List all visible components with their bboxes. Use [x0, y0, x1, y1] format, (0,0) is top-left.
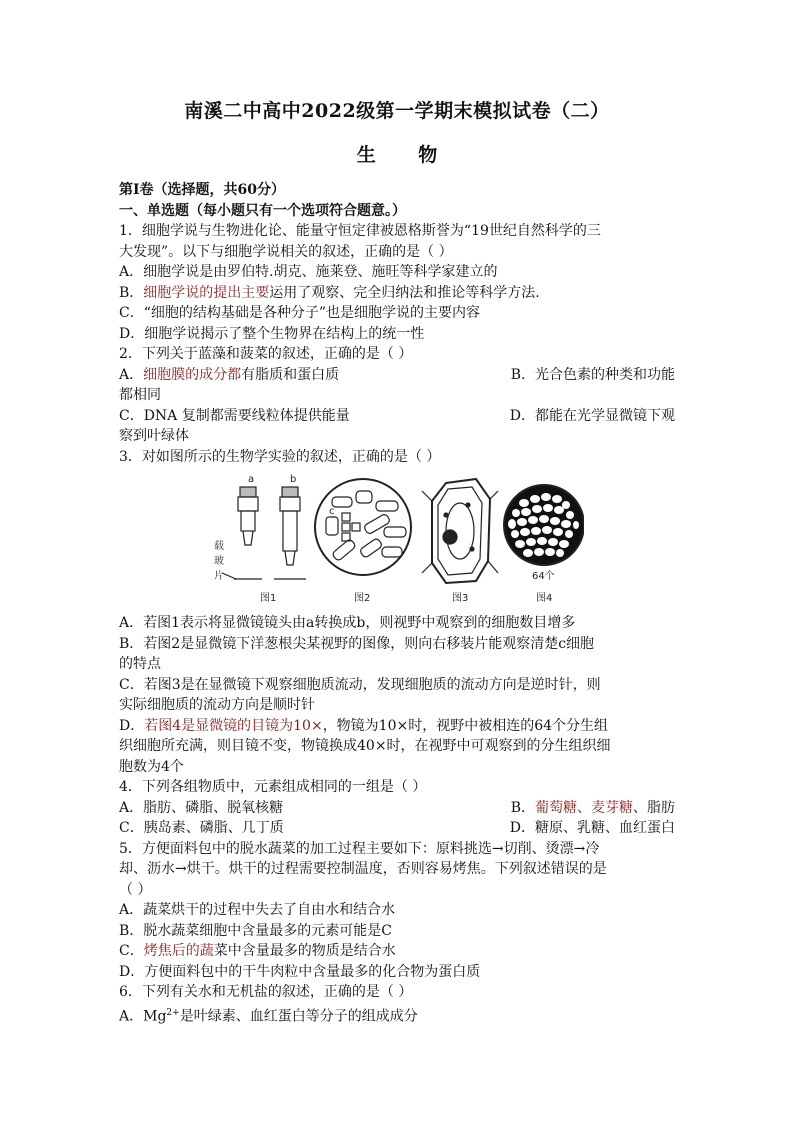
q5-option-c-highlight: 烤焦后的蔬 — [143, 943, 214, 959]
q2-option-a-rest: 有脂质和蛋白质 — [241, 366, 340, 383]
q1-option-b-highlight: 细胞学说的提出主要 — [143, 284, 270, 301]
q5-option-b: B．脱水蔬菜细胞中含量最多的元素可能是C — [119, 922, 392, 939]
q5-stem-line1: 5．方便面料包中的脱水蔬菜的加工过程主要如下：原料挑选→切削、烫漂→冷 — [119, 840, 600, 857]
q3-figure — [119, 469, 675, 609]
q4-row-cd — [119, 818, 675, 839]
q5-option-c-rest: 菜中含量最多的物质是结合水 — [213, 943, 396, 959]
q3-stem: 3．对如图所示的生物学实验的叙述，正确的是（ ） — [119, 448, 441, 465]
part-heading: 第Ⅰ卷（选择题，共60分） — [119, 182, 286, 198]
label-b: b — [290, 474, 297, 485]
microscope-figure — [214, 469, 584, 609]
caption-fig1: 图1 — [260, 593, 277, 604]
q2-option-b-line2: 都相同 — [119, 387, 161, 403]
exam-subject: 生 物 — [356, 144, 456, 166]
q4-row-ab — [119, 798, 675, 819]
q5-option-d: D．方便面料包中的干牛肉粒中含量最多的化合物为蛋白质 — [119, 963, 481, 980]
slide-label-1: 载 — [214, 541, 224, 552]
q1-option-b-prefix: B． — [119, 284, 144, 301]
q2-option-b-line1: B．光合色素的种类和功能 — [510, 366, 675, 383]
q6-option-a-rest: 是叶绿素、血红蛋白等分子的组成成分 — [179, 1008, 418, 1025]
q6-option-a-superscript: 2+ — [166, 1007, 180, 1018]
q1-option-d: D．细胞学说揭示了整个生物界在结构上的统一性 — [119, 325, 425, 342]
figure2-root-tip — [315, 479, 411, 575]
q4-option-b-highlight: 葡萄糖、麦芽糖 — [535, 799, 633, 816]
q3-option-d-rest: ，物镜为10×时，视野中被相连的64个分生组 — [322, 717, 609, 734]
q2-option-a-highlight: 细胞膜的成分都 — [143, 366, 242, 383]
caption-fig3: 图3 — [452, 593, 469, 604]
q2-row-ab — [119, 365, 675, 386]
q2-stem: 2．下列关于蓝藻和菠菜的叙述，正确的是（ ） — [119, 346, 413, 362]
q6-stem: 6．下列有关水和无机盐的叙述，正确的是（ ） — [119, 984, 413, 1000]
q5-stem-line3: （ ） — [119, 881, 152, 898]
q2-option-d-line1: D．都能在光学显微镜下观 — [509, 407, 675, 424]
caption-fig4: 图4 — [536, 593, 553, 604]
q2-option-a — [119, 365, 339, 386]
figure1-lenses — [214, 474, 306, 582]
q3-option-d-line3: 胞数为4个 — [119, 758, 184, 775]
count-label: 64个 — [532, 571, 555, 582]
q2-option-c: C．DNA 复制都需要线粒体提供能量 — [119, 407, 350, 424]
exam-content — [119, 180, 675, 1027]
q3-option-b-line2: 的特点 — [119, 656, 161, 672]
q4-option-b-prefix: B． — [510, 799, 535, 816]
slide-label-3: 片 — [214, 571, 224, 582]
q1-stem-line2: 大发现”。以下与细胞学说相关的叙述，正确的是（ ） — [119, 243, 453, 260]
q6-option-a — [119, 1003, 675, 1027]
q1-option-a: A．细胞学说是由罗伯特.胡克、施莱登、施旺等科学家建立的 — [119, 264, 498, 280]
figure3-plant-cell — [422, 479, 498, 583]
caption-fig2: 图2 — [354, 593, 371, 604]
slide-label-2: 玻 — [214, 556, 224, 567]
q5-stem-line2: 却、沥水→烘干。烘干的过程需要控制温度，否则容易烤焦。下列叙述错误的是 — [119, 861, 607, 877]
q5-option-a: A．蔬菜烘干的过程中失去了自由水和结合水 — [119, 902, 396, 918]
q2-option-d-line2: 察到叶绿体 — [119, 428, 189, 444]
q1-stem-line1: 1．细胞学说与生物进化论、能量守恒定律被恩格斯誉为“19世纪自然科学的三 — [119, 223, 601, 239]
q4-option-d: D．糖原、乳糖、血红蛋白 — [509, 820, 675, 836]
q3-option-d-highlight: 若图4是显微镜的目镜为10× — [144, 717, 323, 734]
q4-option-b — [511, 798, 675, 819]
q3-option-c-line2: 实际细胞质的流动方向是顺时针 — [119, 697, 315, 713]
q4-stem: 4．下列各组物质中，元素组成相同的一组是（ ） — [119, 779, 427, 795]
label-a: a — [248, 474, 255, 485]
q1-option-b-rest: 运用了观察、完全归纳法和推论等科学方法. — [269, 284, 540, 301]
q3-option-d-prefix: D． — [119, 717, 145, 734]
q5-option-c — [119, 941, 675, 962]
q3-option-c-line1: C．若图3是在显微镜下观察细胞质流动，发现细胞质的流动方向是逆时针，则 — [119, 676, 601, 693]
exam-title: 南溪二中高中2022级第一学期末模拟试卷（二） — [184, 100, 610, 122]
q4-option-b-rest: 、脂肪 — [633, 799, 675, 816]
q1-option-c: C．“细胞的结构基础是各种分子”也是细胞学说的主要内容 — [119, 305, 481, 321]
q2-row-cd — [119, 406, 675, 427]
q5-option-c-prefix: C． — [119, 943, 144, 959]
q2-option-a-prefix: A． — [119, 366, 144, 383]
q4-option-a: A．脂肪、磷脂、脱氧核糖 — [119, 799, 284, 816]
q6-option-a-prefix: A．Mg — [119, 1008, 167, 1025]
figure4-cell-field — [504, 485, 584, 565]
q1-option-b — [119, 283, 675, 304]
label-c: c — [329, 506, 335, 517]
q3-option-b-line1: B．若图2是显微镜下洋葱根尖某视野的图像，则向右移装片能观察清楚c细胞 — [119, 635, 595, 652]
q3-option-a: A．若图1表示将显微镜镜头由a转换成b，则视野中观察到的细胞数目增多 — [119, 615, 576, 631]
q3-option-d-line2: 织细胞所充满，则目镜不变，物镜换成40×时，在视野中可观察到的分生组织细 — [119, 738, 611, 754]
q4-option-c: C．胰岛素、磷脂、几丁质 — [119, 820, 284, 836]
section-heading: 一、单选题（每小题只有一个选项符合题意。） — [119, 202, 406, 219]
q3-option-d-line1 — [119, 716, 675, 737]
